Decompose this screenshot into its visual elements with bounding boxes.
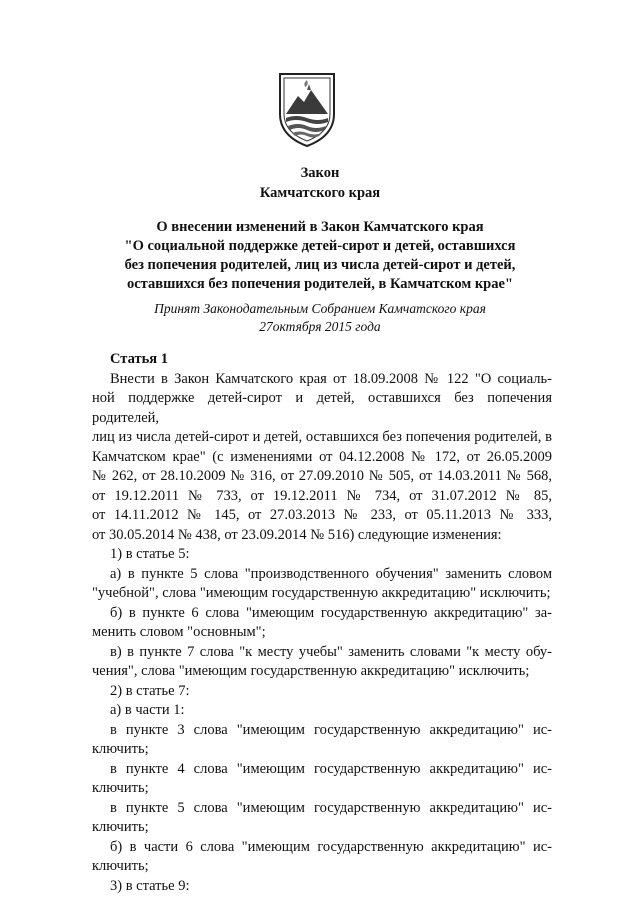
amendment-item	[92, 721, 552, 760]
article-intro	[92, 370, 552, 546]
amendment-item	[92, 545, 552, 565]
amendment-item-text: в) в пункте 7 слова "к месту учебы" заменить словами "к месту обу-	[110, 643, 552, 660]
law-subject	[0, 218, 640, 294]
amendment-item	[92, 643, 552, 682]
adoption-note	[0, 300, 640, 336]
amendment-item-continuation: менить словом "основным";	[92, 624, 266, 640]
amendment-item	[92, 799, 552, 838]
kamchatka-coat-of-arms-icon	[276, 70, 338, 148]
amendment-item-text: 1) в статье 5:	[110, 546, 190, 562]
article-intro-line: ной поддержке детей-сирот и детей, оставшихся без попечения родителей,	[92, 390, 552, 426]
amendment-item-text: а) в части 1:	[110, 702, 185, 718]
amendment-item-continuation: ключить;	[92, 741, 149, 757]
amendment-item-text: в пункте 4 слова "имеющим государственную аккредитацию" ис-	[110, 760, 552, 777]
law-subject-line: "О социальной поддержке детей-сирот и детей, оставшихся	[124, 238, 516, 254]
amendment-item-continuation: ключить;	[92, 819, 149, 835]
amendment-item-continuation: чения", слова "имеющим государственную аккредитацию" исключить;	[92, 663, 530, 679]
amendment-item-text: б) в пункте 6 слова "имеющим государственную аккредитацию" за-	[110, 604, 552, 621]
article-intro-line: от 30.05.2014 № 438, от 23.09.2014 № 516) следующие изменения:	[92, 526, 502, 543]
law-title	[0, 163, 640, 203]
article-intro-line: № 262, от 28.10.2009 № 316, от 27.09.2010 № 505, от 14.03.2011 № 568,	[92, 468, 552, 484]
amendment-item-continuation: "учебной", слова "имеющим государственную аккредитацию" исключить;	[92, 585, 551, 601]
amendment-item	[92, 838, 552, 877]
amendment-item-text: в пункте 5 слова "имеющим государственную аккредитацию" ис-	[110, 799, 552, 816]
amendment-item-continuation: ключить;	[92, 780, 149, 796]
amendment-item-text: 3) в статье 9:	[110, 877, 190, 894]
law-title-line: Закон	[300, 165, 340, 181]
amendment-item-continuation: ключить;	[92, 858, 149, 874]
adoption-date: 27октября 2015 года	[259, 319, 381, 334]
amendment-item-text: а) в пункте 5 слова "производственного обучения" заменить словом	[110, 565, 552, 582]
amendment-item	[92, 682, 552, 702]
amendment-item	[92, 565, 552, 604]
article-intro-line: от 19.12.2011 № 733, от 19.12.2011 № 734, от 31.07.2012 № 85,	[92, 487, 552, 504]
law-subject-line: О внесении изменений в Закон Камчатского края	[156, 219, 484, 235]
law-subject-line: оставшихся без попечения родителей, в Камчатском крае"	[127, 276, 513, 292]
amendment-item-text: б) в части 6 слова "имеющим государственную аккредитацию" ис-	[110, 838, 552, 855]
amendment-list	[92, 545, 552, 896]
article-intro-line: Внести в Закон Камчатского края от 18.09.2008 № 122 "О социаль-	[110, 370, 552, 387]
law-subject-line: без попечения родителей, лиц из числа детей-сирот и детей,	[124, 257, 516, 273]
amendment-item	[92, 701, 552, 721]
article-intro-line: от 14.11.2012 № 145, от 27.03.2013 № 233, от 05.11.2013 № 333,	[92, 507, 552, 523]
amendment-item	[92, 760, 552, 799]
article-intro-line: лиц из числа детей-сирот и детей, оставшихся без попечения родителей, в	[92, 429, 552, 445]
article-heading: Статья 1	[110, 351, 168, 367]
article-body	[92, 350, 552, 896]
law-region-line: Камчатского края	[259, 185, 381, 201]
article-intro-line: Камчатском крае" (с изменениями от 04.12.2008 № 172, от 26.05.2009	[92, 448, 552, 465]
amendment-item-text: 2) в статье 7:	[110, 682, 190, 699]
amendment-item	[92, 877, 552, 897]
adoption-body: Принят Законодательным Собранием Камчатского края	[154, 301, 486, 316]
amendment-item-text: в пункте 3 слова "имеющим государственную аккредитацию" ис-	[110, 721, 552, 738]
amendment-item	[92, 604, 552, 643]
